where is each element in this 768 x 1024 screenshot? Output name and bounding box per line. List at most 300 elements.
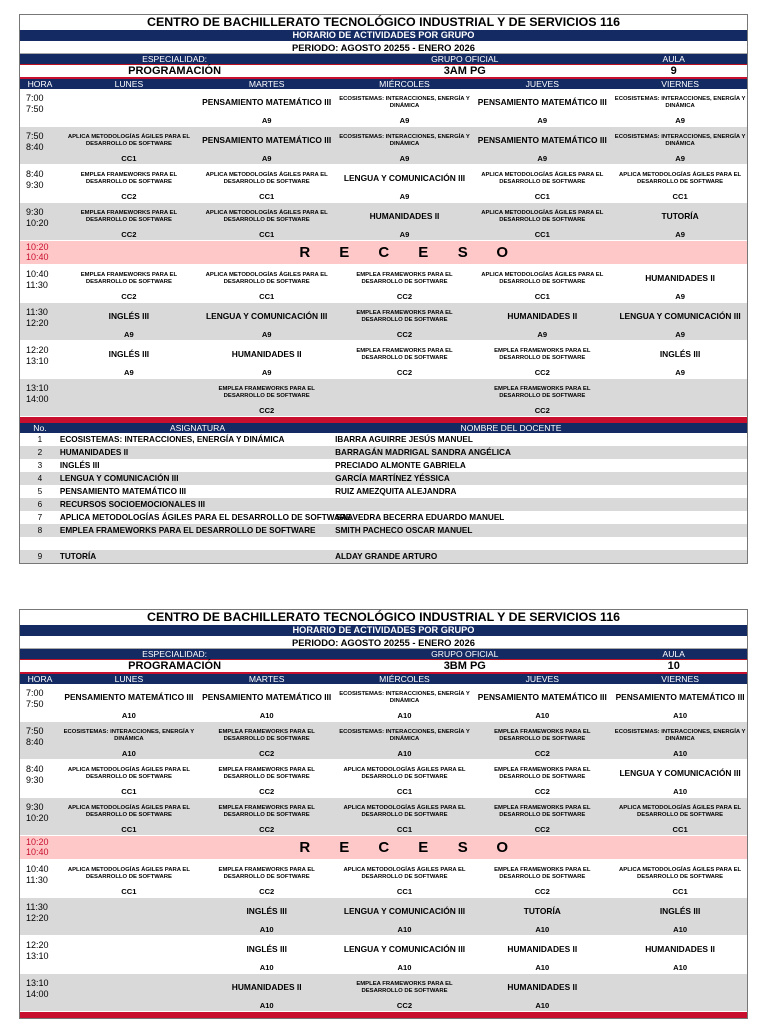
subject-name: EMPLEA FRAMEWORKS PARA EL DESARROLLO DE SOFTWARE <box>218 728 315 742</box>
room-code: A10 <box>535 1001 550 1010</box>
class-cell <box>473 127 611 164</box>
classroom-label: AULA <box>662 54 685 64</box>
teacher-number: 9 <box>37 552 43 561</box>
room-code: A9 <box>675 230 685 239</box>
class-cell <box>336 165 474 202</box>
subject-name: PENSAMIENTO MATEMÁTICO III <box>64 692 194 702</box>
time-start: 11:30 <box>26 307 48 317</box>
class-cell <box>60 684 198 721</box>
subject-name: HUMANIDADES II <box>645 944 715 954</box>
subject-name: ECOSISTEMAS: INTERACCIONES, ENERGÍA Y DINÁMICA <box>339 690 470 704</box>
group-label: GRUPO OFICIAL <box>431 54 499 64</box>
room-code: A10 <box>397 711 412 720</box>
schedule-row <box>20 203 747 241</box>
room-code: CC1 <box>121 825 137 834</box>
class-cell <box>336 898 474 935</box>
room-code: A10 <box>259 925 274 934</box>
class-cell <box>336 860 474 897</box>
room-code: A9 <box>399 192 410 201</box>
class-cell <box>336 127 474 164</box>
subject-name: HUMANIDADES II <box>507 311 578 321</box>
teacher-subject: HUMANIDADES II <box>59 448 129 457</box>
recess-letter: C <box>378 244 390 261</box>
teacher-row <box>20 498 747 511</box>
subject-name: EMPLEA FRAMEWORKS PARA EL DESARROLLO DE SOFTWARE <box>356 347 453 361</box>
subject-name: EMPLEA FRAMEWORKS PARA EL DESARROLLO DE SOFTWARE <box>494 347 591 361</box>
teacher-subject <box>60 537 335 550</box>
room-code: A10 <box>397 925 412 934</box>
class-cell <box>473 798 611 835</box>
room-code: A9 <box>124 368 134 377</box>
subject-name: HUMANIDADES II <box>507 944 578 954</box>
room-code: A9 <box>675 368 685 377</box>
room-code: CC2 <box>121 230 137 239</box>
schedule-row <box>20 89 747 127</box>
recess-letter: S <box>457 244 468 261</box>
time-start: 9:30 <box>26 802 44 812</box>
subject-name: EMPLEA FRAMEWORKS PARA EL DESARROLLO DE SOFTWARE <box>80 271 178 285</box>
teacher-subject: PENSAMIENTO MATEMÁTICO III <box>59 487 187 496</box>
room-code: A10 <box>535 711 550 720</box>
recess-letter: O <box>496 244 509 261</box>
day-header: VIERNES <box>661 79 699 89</box>
group-info-header <box>20 54 747 64</box>
recess-letter: O <box>496 839 509 856</box>
class-cell <box>198 379 336 416</box>
room-code: A9 <box>124 330 134 339</box>
subject-name: APLICA METODOLOGÍAS ÁGILES PARA EL DESARROLLO DE SOFTWARE <box>481 209 604 223</box>
schedule-row <box>20 898 747 936</box>
room-code: CC2 <box>121 192 137 201</box>
class-cell <box>611 722 749 759</box>
class-cell <box>198 936 336 973</box>
group-value: 3AM PG <box>443 65 486 77</box>
class-cell <box>473 936 611 973</box>
room-code: A10 <box>259 711 274 720</box>
room-code: A9 <box>675 330 685 339</box>
subject-name: APLICA METODOLOGÍAS ÁGILES PARA EL DESARROLLO DE SOFTWARE <box>205 171 328 185</box>
time-slot <box>20 760 60 797</box>
subject-name: HUMANIDADES II <box>507 982 578 992</box>
teacher-number: 5 <box>37 487 43 496</box>
time-end: 13:10 <box>26 356 49 366</box>
subject-name: HUMANIDADES II <box>645 273 715 283</box>
class-cell <box>198 203 336 240</box>
class-cell <box>611 203 749 240</box>
recess-letter: S <box>457 839 468 856</box>
class-cell <box>336 203 474 240</box>
room-code: A9 <box>675 154 685 163</box>
class-cell <box>473 684 611 721</box>
subject-name: LENGUA Y COMUNICACIÓN III <box>619 768 741 778</box>
recess-letter: C <box>378 839 390 856</box>
class-cell <box>611 127 749 164</box>
class-cell <box>198 798 336 835</box>
time-end: 9:30 <box>26 180 44 190</box>
teacher-subject: RECURSOS SOCIOEMOCIONALES III <box>59 500 206 509</box>
subject-name: TUTORÍA <box>523 906 561 916</box>
specialty-value: PROGRAMACIÓN <box>128 65 222 77</box>
subject-name: ECOSISTEMAS: INTERACCIONES, ENERGÍA Y DINÁMICA <box>614 95 746 109</box>
day-header-row <box>20 79 747 89</box>
teacher-row <box>20 511 747 524</box>
class-cell <box>473 89 611 126</box>
class-cell <box>60 127 198 164</box>
room-code: A10 <box>397 963 412 972</box>
subject-name: EMPLEA FRAMEWORKS PARA EL DESARROLLO DE SOFTWARE <box>356 309 453 323</box>
recess-row <box>20 836 747 860</box>
class-cell <box>198 89 336 126</box>
time-slot <box>20 379 60 416</box>
time-slot <box>20 303 60 340</box>
room-code: A10 <box>535 925 550 934</box>
class-cell <box>60 722 198 759</box>
teacher-subject: INGLÉS III <box>59 461 100 470</box>
class-cell <box>611 760 749 797</box>
class-cell <box>336 974 474 1011</box>
teacher-row <box>20 537 747 550</box>
schedule-subtitle: HORARIO DE ACTIVIDADES POR GRUPO <box>20 30 747 41</box>
subject-name: LENGUA Y COMUNICACIÓN III <box>619 311 741 321</box>
time-slot <box>20 165 60 202</box>
teacher-number: 3 <box>37 461 43 470</box>
school-title: CENTRO DE BACHILLERATO TECNOLÓGICO INDUSTRIAL Y DE SERVICIOS 116 <box>147 15 620 29</box>
day-header: JUEVES <box>525 79 559 89</box>
subject-name: APLICA METODOLOGÍAS ÁGILES PARA EL DESARROLLO DE SOFTWARE <box>67 866 190 880</box>
specialty-label: ESPECIALIDAD: <box>142 649 208 659</box>
class-cell <box>611 684 749 721</box>
room-code: A9 <box>675 292 685 301</box>
subject-name: PENSAMIENTO MATEMÁTICO III <box>202 692 332 702</box>
class-cell <box>198 722 336 759</box>
class-cell <box>60 974 198 1011</box>
time-start: 8:40 <box>26 764 44 774</box>
room-code: CC2 <box>396 1001 413 1010</box>
subject-name: EMPLEA FRAMEWORKS PARA EL DESARROLLO DE SOFTWARE <box>218 766 315 780</box>
schedule-subtitle: HORARIO DE ACTIVIDADES POR GRUPO <box>20 625 747 636</box>
subject-name: APLICA METODOLOGÍAS ÁGILES PARA EL DESARROLLO DE SOFTWARE <box>619 171 742 185</box>
teacher-header: NOMBRE DEL DOCENTE <box>460 423 562 433</box>
teacher-number <box>20 537 60 550</box>
time-start: 10:40 <box>26 864 49 874</box>
class-cell <box>611 165 749 202</box>
class-cell <box>60 203 198 240</box>
subject-name: EMPLEA FRAMEWORKS PARA EL DESARROLLO DE SOFTWARE <box>356 980 453 994</box>
day-header: MARTES <box>248 79 285 89</box>
subject-name: PENSAMIENTO MATEMÁTICO III <box>615 692 745 702</box>
schedule-row <box>20 379 747 417</box>
room-code: CC2 <box>259 887 275 896</box>
time-start: 7:00 <box>26 93 44 103</box>
recess-row <box>20 241 747 265</box>
group-info-header <box>20 649 747 659</box>
class-cell <box>473 303 611 340</box>
room-code: A10 <box>535 963 550 972</box>
room-code: A9 <box>399 230 410 239</box>
time-slot <box>20 798 60 835</box>
subject-name: EMPLEA FRAMEWORKS PARA EL DESARROLLO DE SOFTWARE <box>218 804 315 818</box>
room-code: CC2 <box>259 406 275 415</box>
schedule-row <box>20 860 747 898</box>
class-cell <box>611 303 749 340</box>
class-cell <box>60 798 198 835</box>
room-code: CC2 <box>396 330 413 339</box>
recess-letter: R <box>299 839 311 856</box>
room-code: A10 <box>673 711 688 720</box>
class-cell <box>198 974 336 1011</box>
room-code: A10 <box>673 787 688 796</box>
class-cell <box>336 798 474 835</box>
class-cell <box>60 898 198 935</box>
time-slot <box>20 684 60 721</box>
room-code: A10 <box>121 749 136 758</box>
classroom-label: AULA <box>662 649 685 659</box>
class-cell <box>473 379 611 416</box>
teacher-name: BARRAGÁN MADRIGAL SANDRA ANGÉLICA <box>335 448 511 457</box>
room-code: CC1 <box>121 887 137 896</box>
day-header: MIÉRCOLES <box>379 79 430 89</box>
recess-label <box>60 836 747 859</box>
subject-name: APLICA METODOLOGÍAS ÁGILES PARA EL DESARROLLO DE SOFTWARE <box>343 804 466 818</box>
room-code: CC1 <box>534 230 550 239</box>
time-end: 7:50 <box>26 104 44 114</box>
day-header-row <box>20 674 747 684</box>
group-info-values <box>20 64 747 77</box>
teacher-subject: APLICA METODOLOGÍAS ÁGILES PARA EL DESARROLLO DE SOFTWARE <box>59 513 352 522</box>
teacher-number: 2 <box>37 448 43 457</box>
subject-name: ECOSISTEMAS: INTERACCIONES, ENERGÍA Y DINÁMICA <box>339 728 470 742</box>
room-code: CC1 <box>121 154 137 163</box>
room-code: CC1 <box>259 292 275 301</box>
class-cell <box>60 379 198 416</box>
class-cell <box>611 898 749 935</box>
room-code: CC1 <box>534 192 550 201</box>
subject-name: TUTORÍA <box>661 211 699 221</box>
schedule-row <box>20 936 747 974</box>
subject-name: PENSAMIENTO MATEMÁTICO III <box>202 97 332 107</box>
subject-name: LENGUA Y COMUNICACIÓN III <box>343 173 466 183</box>
subject-name: EMPLEA FRAMEWORKS PARA EL DESARROLLO DE SOFTWARE <box>80 209 178 223</box>
class-cell <box>60 936 198 973</box>
recess-letter: E <box>339 839 350 856</box>
room-code: A9 <box>537 116 548 125</box>
time-slot <box>20 241 60 264</box>
room-code: A10 <box>397 749 412 758</box>
subject-name: HUMANIDADES II <box>231 982 302 992</box>
room-code: CC1 <box>396 887 413 896</box>
group-label: GRUPO OFICIAL <box>431 649 499 659</box>
time-start: 7:50 <box>26 131 44 141</box>
room-code: CC2 <box>534 749 550 758</box>
teacher-name: IBARRA AGUIRRE JESÚS MANUEL <box>335 435 473 444</box>
time-end: 11:30 <box>26 280 48 290</box>
day-header: VIERNES <box>661 674 699 684</box>
subject-name: LENGUA Y COMUNICACIÓN III <box>206 311 328 321</box>
time-end: 14:00 <box>26 394 49 404</box>
class-cell <box>473 341 611 378</box>
time-start: 9:30 <box>26 207 44 217</box>
class-cell <box>60 89 198 126</box>
teacher-name: GARCÍA MARTÍNEZ YÉSSICA <box>335 474 450 483</box>
teacher-name <box>335 537 747 550</box>
time-end: 8:40 <box>26 737 44 747</box>
subject-name: PENSAMIENTO MATEMÁTICO III <box>477 692 607 702</box>
class-cell <box>60 265 198 302</box>
class-cell <box>60 303 198 340</box>
time-slot <box>20 722 60 759</box>
subject-name: INGLÉS III <box>659 906 701 916</box>
class-cell <box>198 127 336 164</box>
class-cell <box>336 936 474 973</box>
teacher-name <box>335 498 747 511</box>
subject-name: HUMANIDADES II <box>231 349 302 359</box>
teacher-subject: LENGUA Y COMUNICACIÓN III <box>59 474 179 483</box>
subject-name: LENGUA Y COMUNICACIÓN III <box>343 944 466 954</box>
specialty-value: PROGRAMACIÓN <box>128 660 222 672</box>
hour-header: HORA <box>27 79 53 89</box>
time-start: 13:10 <box>26 383 49 393</box>
class-cell <box>473 203 611 240</box>
teacher-row <box>20 459 747 472</box>
teacher-name: ALDAY GRANDE ARTURO <box>335 552 438 561</box>
time-end: 13:10 <box>26 951 49 961</box>
class-cell <box>473 898 611 935</box>
room-code: CC1 <box>672 825 688 834</box>
subject-name: APLICA METODOLOGÍAS ÁGILES PARA EL DESARROLLO DE SOFTWARE <box>481 171 604 185</box>
teacher-number: 7 <box>37 513 43 522</box>
subject-name: INGLÉS III <box>246 944 287 954</box>
time-start: 7:50 <box>26 726 44 736</box>
class-cell <box>611 798 749 835</box>
subject-name: LENGUA Y COMUNICACIÓN III <box>343 906 466 916</box>
subject-name: ECOSISTEMAS: INTERACCIONES, ENERGÍA Y DINÁMICA <box>614 133 746 147</box>
class-cell <box>611 341 749 378</box>
classroom-value: 10 <box>667 660 680 672</box>
teacher-row <box>20 433 747 446</box>
room-code: A10 <box>259 1001 274 1010</box>
group-value: 3BM PG <box>443 660 486 672</box>
time-start: 12:20 <box>26 940 49 950</box>
room-code: CC2 <box>534 887 550 896</box>
room-code: CC2 <box>259 825 275 834</box>
subject-name: APLICA METODOLOGÍAS ÁGILES PARA EL DESARROLLO DE SOFTWARE <box>481 271 604 285</box>
room-code: CC1 <box>672 887 688 896</box>
room-code: A10 <box>673 963 688 972</box>
time-end: 10:40 <box>26 847 49 857</box>
subject-name: APLICA METODOLOGÍAS ÁGILES PARA EL DESARROLLO DE SOFTWARE <box>67 766 190 780</box>
time-slot <box>20 860 60 897</box>
day-header: MIÉRCOLES <box>379 674 430 684</box>
teacher-subject: EMPLEA FRAMEWORKS PARA EL DESARROLLO DE SOFTWARE <box>59 526 316 535</box>
room-code: CC1 <box>259 230 275 239</box>
class-cell <box>473 165 611 202</box>
subject-name: INGLÉS III <box>659 349 701 359</box>
subject-name: ECOSISTEMAS: INTERACCIONES, ENERGÍA Y DINÁMICA <box>614 728 746 742</box>
time-end: 8:40 <box>26 142 44 152</box>
schedule-row <box>20 684 747 722</box>
subject-name: APLICA METODOLOGÍAS ÁGILES PARA EL DESARROLLO DE SOFTWARE <box>619 866 742 880</box>
recess-label <box>60 241 747 264</box>
time-end: 12:20 <box>26 318 49 328</box>
teacher-subject: TUTORÍA <box>59 552 97 561</box>
subject-name: EMPLEA FRAMEWORKS PARA EL DESARROLLO DE SOFTWARE <box>494 804 591 818</box>
teacher-name: SAAVEDRA BECERRA EDUARDO MANUEL <box>335 513 505 522</box>
room-code: A10 <box>673 749 688 758</box>
teacher-number: 6 <box>37 500 43 509</box>
teacher-name: RUIZ AMEZQUITA ALEJANDRA <box>335 487 457 496</box>
time-start: 11:30 <box>26 902 48 912</box>
room-code: CC1 <box>396 787 413 796</box>
time-slot <box>20 974 60 1011</box>
bottom-divider <box>20 1012 747 1018</box>
room-code: CC2 <box>534 825 550 834</box>
subject-name: APLICA METODOLOGÍAS ÁGILES PARA EL DESARROLLO DE SOFTWARE <box>205 209 328 223</box>
time-slot <box>20 89 60 126</box>
subject-name: ECOSISTEMAS: INTERACCIONES, ENERGÍA Y DINÁMICA <box>339 133 470 147</box>
time-end: 14:00 <box>26 989 49 999</box>
time-end: 11:30 <box>26 875 48 885</box>
subject-name: EMPLEA FRAMEWORKS PARA EL DESARROLLO DE SOFTWARE <box>218 385 315 399</box>
schedule-row <box>20 165 747 203</box>
schedule-3am-pg <box>19 14 748 564</box>
class-cell <box>611 89 749 126</box>
school-title: CENTRO DE BACHILLERATO TECNOLÓGICO INDUSTRIAL Y DE SERVICIOS 116 <box>147 610 620 624</box>
subject-name: ECOSISTEMAS: INTERACCIONES, ENERGÍA Y DINÁMICA <box>63 728 195 742</box>
classroom-value: 9 <box>670 65 677 77</box>
schedule-row <box>20 341 747 379</box>
period-label: PERIODO: AGOSTO 20255 - ENERO 2026 <box>20 636 747 649</box>
time-end: 12:20 <box>26 913 49 923</box>
class-cell <box>336 760 474 797</box>
room-code: CC2 <box>534 368 550 377</box>
room-code: A9 <box>261 116 272 125</box>
time-end: 10:40 <box>26 252 49 262</box>
schedule-3bm-pg <box>19 609 748 1019</box>
recess-letter: E <box>418 244 429 261</box>
class-cell <box>336 265 474 302</box>
time-start: 7:00 <box>26 688 44 698</box>
teacher-name: SMITH PACHECO OSCAR MANUEL <box>335 526 473 535</box>
teacher-number: 4 <box>37 474 43 483</box>
class-cell <box>60 165 198 202</box>
group-info-values <box>20 659 747 672</box>
time-start: 10:20 <box>26 242 49 252</box>
teacher-name: PRECIADO ALMONTE GABRIELA <box>335 461 466 470</box>
time-start: 10:40 <box>26 269 49 279</box>
time-start: 12:20 <box>26 345 49 355</box>
class-cell <box>336 341 474 378</box>
subject-name: INGLÉS III <box>246 906 287 916</box>
class-cell <box>611 265 749 302</box>
room-code: A9 <box>399 154 410 163</box>
subject-header: ASIGNATURA <box>169 423 226 433</box>
room-code: CC1 <box>534 292 550 301</box>
day-header: MARTES <box>248 674 285 684</box>
room-code: CC2 <box>534 787 550 796</box>
time-start: 8:40 <box>26 169 44 179</box>
room-code: A10 <box>673 925 688 934</box>
class-cell <box>473 974 611 1011</box>
subject-name: EMPLEA FRAMEWORKS PARA EL DESARROLLO DE SOFTWARE <box>494 866 591 880</box>
class-cell <box>198 165 336 202</box>
room-code: A9 <box>675 116 685 125</box>
room-code: A9 <box>399 116 410 125</box>
subject-name: PENSAMIENTO MATEMÁTICO III <box>477 135 607 145</box>
time-slot <box>20 898 60 935</box>
subject-name: EMPLEA FRAMEWORKS PARA EL DESARROLLO DE SOFTWARE <box>218 866 315 880</box>
class-cell <box>198 303 336 340</box>
room-code: A9 <box>261 154 272 163</box>
